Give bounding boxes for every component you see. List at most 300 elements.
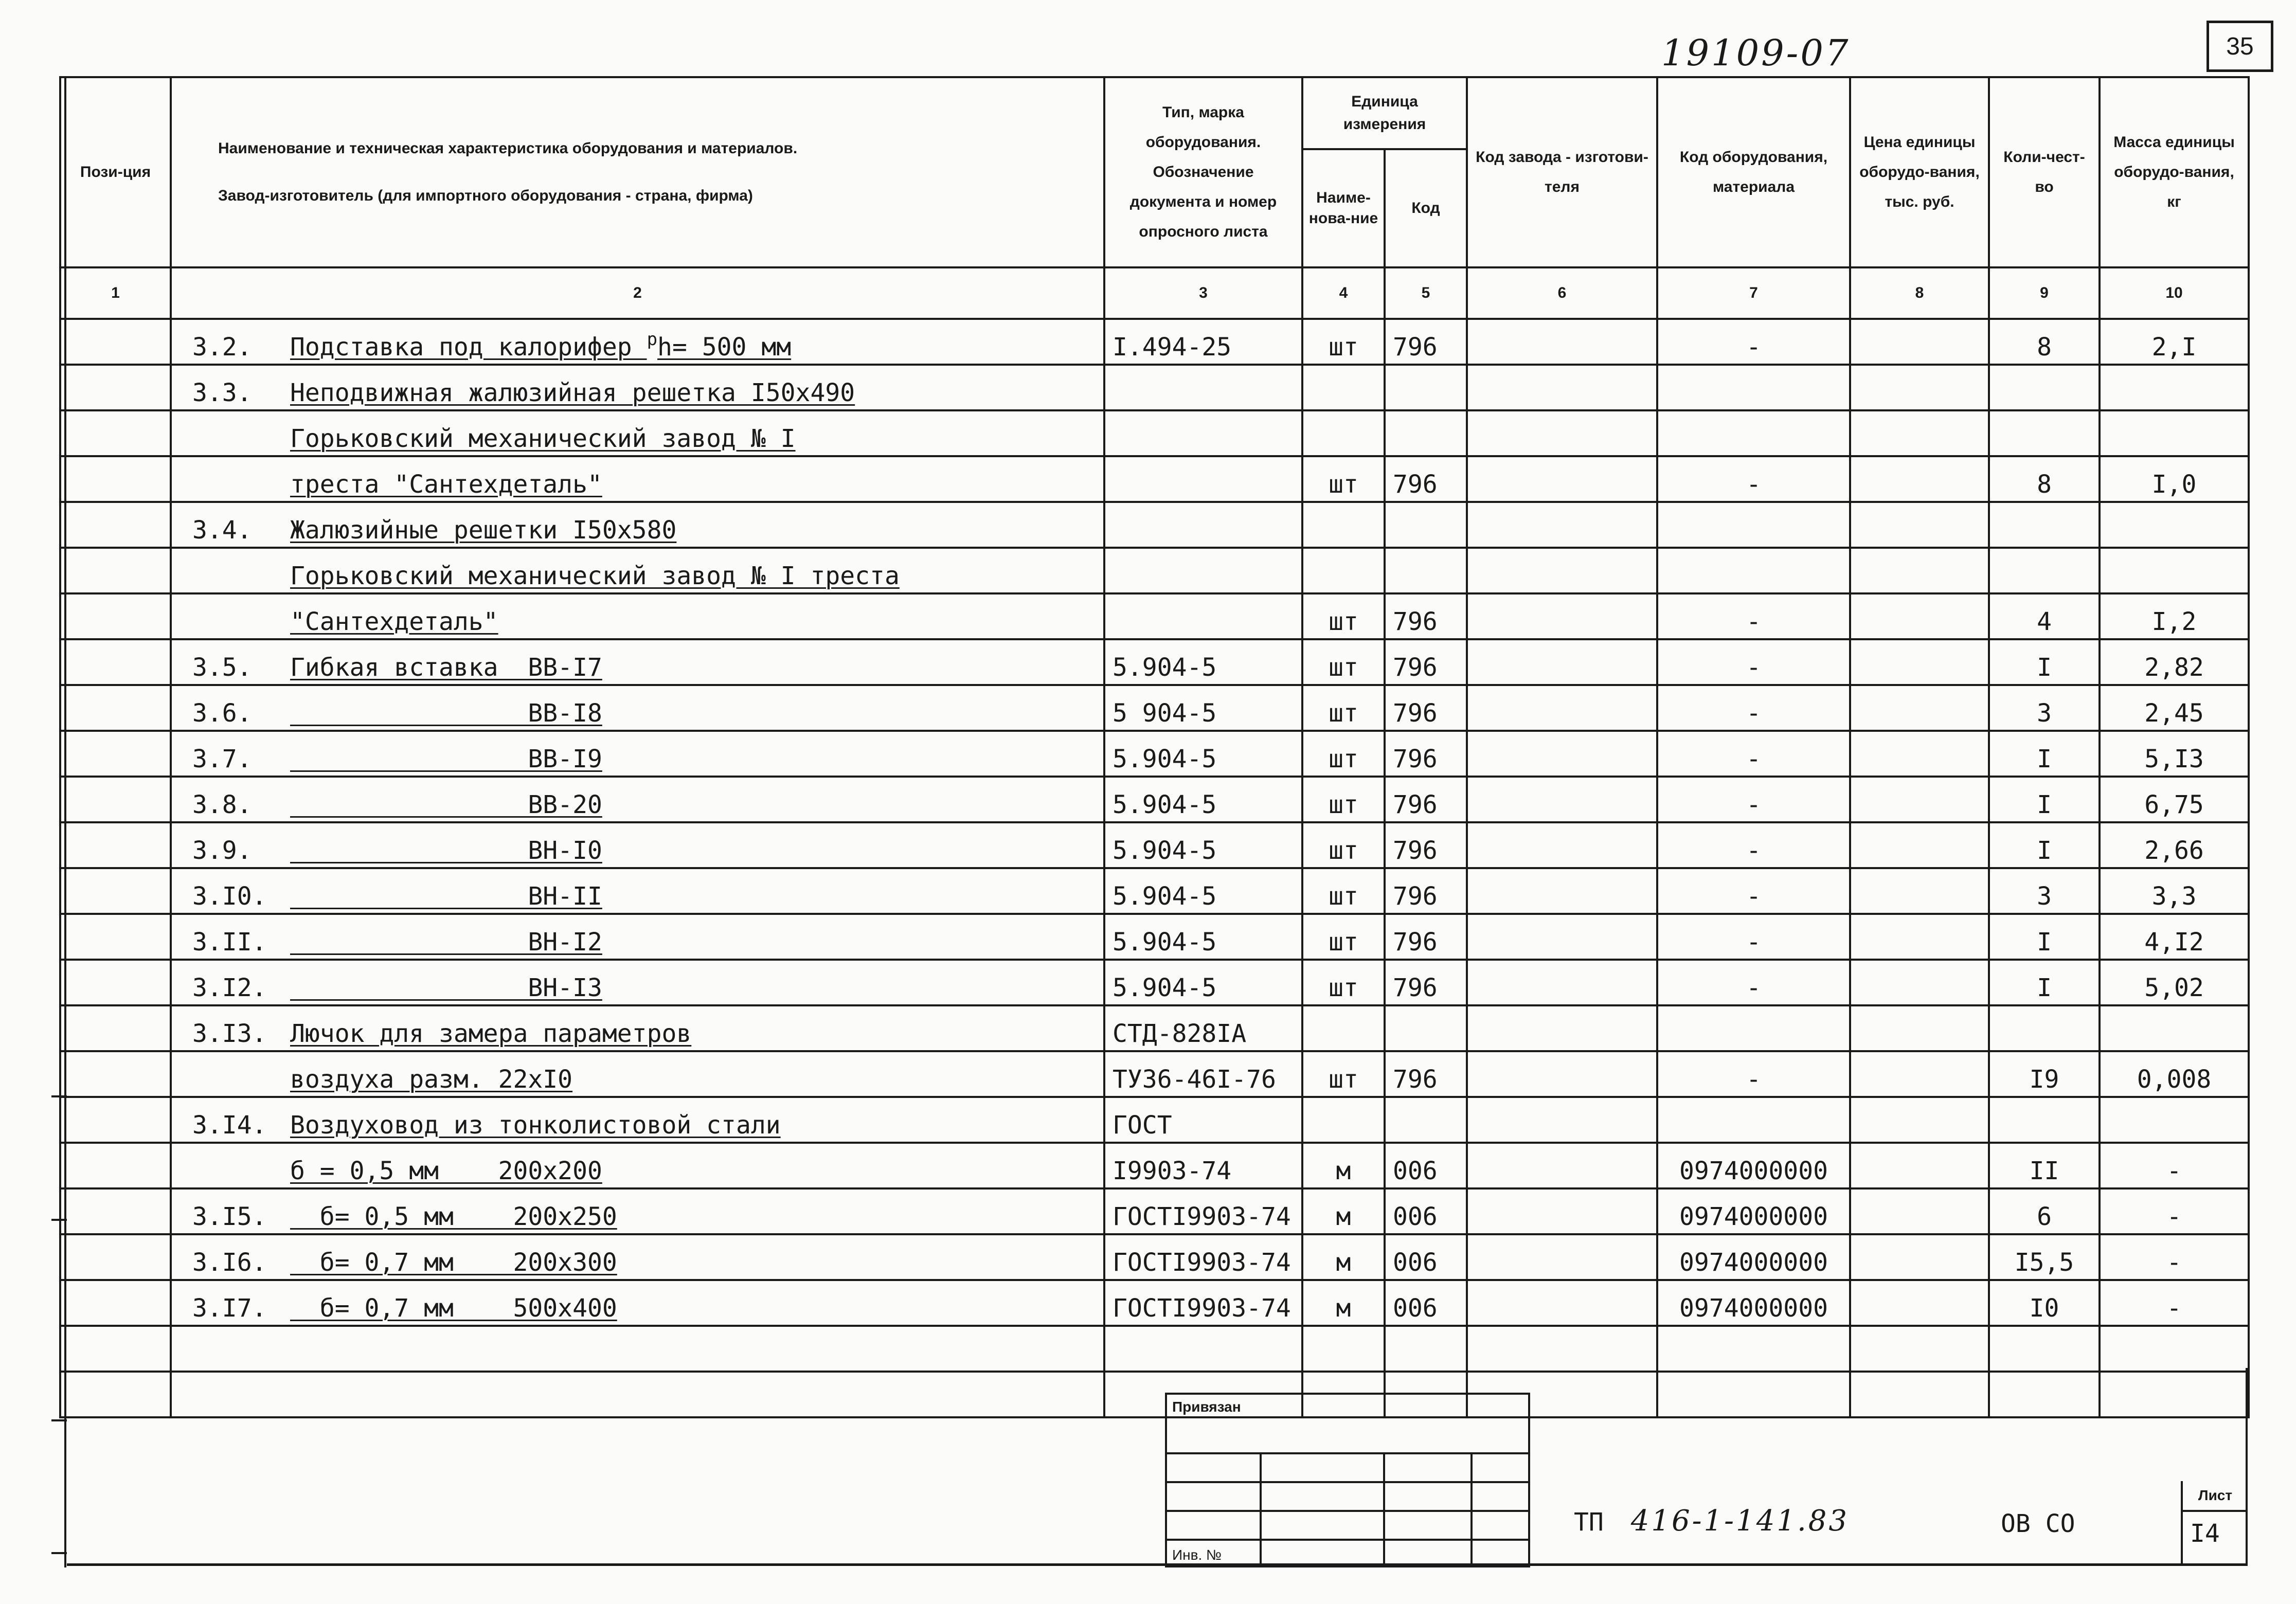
row-type: I9903-74 [1104,1143,1302,1188]
row-unit-name: шт [1302,868,1385,914]
row-price [1850,1097,1989,1143]
row-item-text: б= 0,7 мм 200x300 [290,1248,617,1277]
row-quantity [1989,410,2100,456]
row-unit-name [1302,548,1385,593]
row-unit-code [1385,410,1467,456]
row-mass: 5,02 [2100,960,2249,1005]
table-row [60,822,2249,868]
row-name [171,1234,1104,1280]
page-number: 35 [2207,21,2273,72]
row-item-text: Подставка под калорифер [290,333,647,362]
column-number: 3 [1104,267,1302,319]
row-mass: I,2 [2100,593,2249,639]
row-price [1850,410,1989,456]
row-factory-code [1467,1143,1657,1188]
row-name [171,1051,1104,1097]
row-price [1850,593,1989,639]
row-quantity [1989,1372,2100,1417]
row-position [60,639,171,685]
margin-tick [51,1419,67,1421]
row-unit-name [1302,1005,1385,1051]
row-mass [2100,1326,2249,1372]
row-unit-code [1385,1097,1467,1143]
row-name [171,456,1104,502]
row-quantity: 4 [1989,593,2100,639]
row-type: СТД-828IА [1104,1005,1302,1051]
row-item-text: ВН-I0 [290,836,602,865]
table-row [60,1005,2249,1051]
row-price [1850,548,1989,593]
row-factory-code [1467,1326,1657,1372]
header-price: Цена единицы оборудо-вания, тыс. руб. [1850,77,1989,267]
row-type [1104,548,1302,593]
row-mass: 6,75 [2100,777,2249,822]
row-unit-code: 796 [1385,685,1467,731]
row-price [1850,1143,1989,1188]
sheet-number-box [2181,1481,2248,1563]
column-number: 6 [1467,267,1657,319]
row-type: 5 904-5 [1104,685,1302,731]
row-price [1850,960,1989,1005]
row-item-number: 3.8. [192,790,252,819]
table-row [60,1051,2249,1097]
row-price [1850,502,1989,548]
row-name [171,502,1104,548]
row-equipment-code: - [1657,868,1850,914]
row-mass [2100,1005,2249,1051]
row-price [1850,777,1989,822]
row-mass: 2,45 [2100,685,2249,731]
column-number: 10 [2100,267,2249,319]
row-name [171,1005,1104,1051]
row-position [60,1051,171,1097]
row-name [171,822,1104,868]
header-unit-name: Наиме-нова-ние [1302,149,1385,267]
row-type [1104,1326,1302,1372]
header-name-line2: Завод-изготовитель (для импортного оборудования - страна, фирма) [218,187,753,204]
row-name [171,1326,1104,1372]
row-unit-code [1385,1326,1467,1372]
row-unit-name: шт [1302,960,1385,1005]
row-item-text: Воздуховод из тонколистовой стали [290,1111,781,1140]
row-factory-code [1467,960,1657,1005]
row-equipment-code [1657,1005,1850,1051]
row-equipment-code: 0974000000 [1657,1234,1850,1280]
row-mass: - [2100,1143,2249,1188]
row-name [171,593,1104,639]
row-quantity [1989,548,2100,593]
table-row [60,639,2249,685]
row-position [60,548,171,593]
row-position [60,502,171,548]
row-mass: - [2100,1234,2249,1280]
column-number: 8 [1850,267,1989,319]
row-factory-code [1467,502,1657,548]
row-equipment-code: - [1657,639,1850,685]
table-row [60,960,2249,1005]
row-mass: 5,I3 [2100,731,2249,777]
row-equipment-code: - [1657,914,1850,960]
row-item-text: б= 0,7 мм 500x400 [290,1294,617,1323]
row-position [60,1097,171,1143]
row-quantity: I [1989,822,2100,868]
row-price [1850,1280,1989,1326]
row-unit-name: м [1302,1234,1385,1280]
row-name [171,639,1104,685]
row-quantity: I [1989,960,2100,1005]
row-unit-name: шт [1302,731,1385,777]
table-row [60,1372,2249,1417]
row-mass [2100,1372,2249,1417]
row-factory-code [1467,822,1657,868]
row-unit-name [1302,365,1385,410]
section-code: ОВ СО [2001,1509,2075,1538]
row-price [1850,365,1989,410]
row-item-text: "Сантехдеталь" [290,607,498,636]
table-row [60,593,2249,639]
row-name [171,365,1104,410]
row-type: 5.904-5 [1104,822,1302,868]
row-mass: - [2100,1280,2249,1326]
row-equipment-code [1657,1097,1850,1143]
row-unit-name: шт [1302,777,1385,822]
row-quantity: I0 [1989,1280,2100,1326]
sheet-label: Лист [2183,1481,2248,1512]
row-type: 5.904-5 [1104,868,1302,914]
row-mass: 2,66 [2100,822,2249,868]
row-item-number: 3.II. [192,928,267,957]
row-item-number: 3.I4. [192,1111,267,1140]
row-type: ТУ36-46I-76 [1104,1051,1302,1097]
row-type: 5.904-5 [1104,914,1302,960]
row-factory-code [1467,1051,1657,1097]
row-unit-code: 006 [1385,1280,1467,1326]
row-unit-code: 796 [1385,960,1467,1005]
row-price [1850,639,1989,685]
row-type: 5.904-5 [1104,731,1302,777]
row-price [1850,1372,1989,1417]
row-position [60,822,171,868]
row-item-number: 3.9. [192,836,252,865]
table-row [60,365,2249,410]
header-name-line1: Наименование и техническая характеристика оборудования и материалов. [218,140,798,157]
table-row [60,1326,2249,1372]
table-row [60,777,2249,822]
approval-stamp [1165,1393,1530,1567]
table-row [60,548,2249,593]
column-number: 4 [1302,267,1385,319]
row-equipment-code: - [1657,593,1850,639]
table-row [60,502,2249,548]
stamp-line [1167,1539,1528,1541]
row-equipment-code: - [1657,731,1850,777]
document-number: 19109-07 [1661,32,1851,74]
row-equipment-code: - [1657,319,1850,365]
row-unit-code: 796 [1385,1051,1467,1097]
row-unit-name: шт [1302,639,1385,685]
row-position [60,1005,171,1051]
row-equipment-code [1657,1326,1850,1372]
row-item-text: ВН-II [290,882,602,911]
row-quantity: I [1989,639,2100,685]
row-unit-name: м [1302,1188,1385,1234]
row-equipment-code [1657,365,1850,410]
row-equipment-code [1657,410,1850,456]
row-unit-name: шт [1302,1051,1385,1097]
row-unit-code [1385,502,1467,548]
row-unit-name [1302,1326,1385,1372]
row-unit-code: 006 [1385,1234,1467,1280]
table-row [60,731,2249,777]
header-unit-code: Код [1385,149,1467,267]
row-factory-code [1467,1188,1657,1234]
stamp-line [1167,1510,1528,1512]
row-item-text: ВН-I2 [290,928,602,957]
row-unit-name [1302,410,1385,456]
row-factory-code [1467,639,1657,685]
row-quantity: I9 [1989,1051,2100,1097]
row-type: 5.904-5 [1104,777,1302,822]
row-item-number: 3.I0. [192,882,267,911]
project-prefix: ТП [1574,1508,1604,1537]
row-name [171,685,1104,731]
row-equipment-code: 0974000000 [1657,1280,1850,1326]
row-unit-name [1302,502,1385,548]
sheet-number: I4 [2190,1519,2220,1548]
row-quantity: 8 [1989,319,2100,365]
header-type: Тип, марка оборудования. Обозначение документа и номер опросного листа [1104,77,1302,267]
row-position [60,777,171,822]
column-number: 7 [1657,267,1850,319]
row-price [1850,822,1989,868]
row-unit-name: шт [1302,319,1385,365]
row-position [60,319,171,365]
row-name [171,1280,1104,1326]
row-unit-code: 006 [1385,1188,1467,1234]
row-unit-name: м [1302,1143,1385,1188]
column-number: 2 [171,267,1104,319]
row-position [60,410,171,456]
row-item-number: 3.4. [192,516,252,545]
row-price [1850,1005,1989,1051]
table-row [60,1188,2249,1234]
row-mass [2100,1097,2249,1143]
row-type [1104,502,1302,548]
stamp-line [1167,1452,1528,1454]
row-mass: 2,I [2100,319,2249,365]
row-unit-code: 796 [1385,868,1467,914]
row-quantity: I5,5 [1989,1234,2100,1280]
row-position [60,1234,171,1280]
row-type [1104,593,1302,639]
stamp-line [1383,1452,1385,1565]
row-item-text: воздуха разм. 22xI0 [290,1065,573,1094]
row-item-number: 3.I2. [192,974,267,1002]
row-type [1104,365,1302,410]
row-quantity [1989,1326,2100,1372]
row-item-text-tail: h= 500 мм [657,333,792,362]
row-quantity [1989,502,2100,548]
row-item-text: ВВ-I9 [290,745,602,773]
row-equipment-code: - [1657,456,1850,502]
header-name [171,77,1104,267]
row-position [60,593,171,639]
table-row [60,1280,2249,1326]
stamp-line [1470,1452,1473,1565]
header-quantity: Коли-чест-во [1989,77,2100,267]
row-position [60,914,171,960]
row-equipment-code: - [1657,1051,1850,1097]
row-unit-code: 796 [1385,456,1467,502]
row-unit-code: 796 [1385,731,1467,777]
row-type: ГОСТ [1104,1097,1302,1143]
row-price [1850,1234,1989,1280]
header-unit-group: Единица измерения [1302,77,1467,149]
row-quantity: 3 [1989,685,2100,731]
row-name [171,1188,1104,1234]
row-name [171,548,1104,593]
column-number-row [60,267,2249,319]
row-equipment-code: - [1657,822,1850,868]
row-unit-code: 796 [1385,593,1467,639]
header-mass: Масса единицы оборудо-вания, кг [2100,77,2249,267]
row-name [171,410,1104,456]
row-quantity: 6 [1989,1188,2100,1234]
row-factory-code [1467,410,1657,456]
row-unit-name: шт [1302,685,1385,731]
row-price [1850,914,1989,960]
row-mass [2100,410,2249,456]
row-quantity: I [1989,914,2100,960]
table-row [60,456,2249,502]
row-unit-code: 796 [1385,777,1467,822]
row-name [171,319,1104,365]
specification-table [59,76,2250,1418]
row-item-text: треста "Сантехдеталь" [290,470,602,499]
table-row [60,685,2249,731]
row-position [60,365,171,410]
project-designation [1574,1504,1849,1538]
table-row [60,868,2249,914]
row-equipment-code: - [1657,685,1850,731]
row-name [171,1143,1104,1188]
stamp-linked-label: Привязан [1172,1399,1241,1415]
row-unit-name [1302,1097,1385,1143]
row-unit-code [1385,365,1467,410]
project-number: 416-1-141.83 [1630,1504,1850,1538]
row-factory-code [1467,777,1657,822]
row-type: I.494-25 [1104,319,1302,365]
frame-bottom-line [67,1563,2248,1566]
row-type [1104,410,1302,456]
row-factory-code [1467,1097,1657,1143]
row-mass: I,0 [2100,456,2249,502]
row-item-text: б = 0,5 мм 200x200 [290,1157,602,1185]
row-item-number: 3.7. [192,745,252,773]
row-type: ГОСТI9903-74 [1104,1188,1302,1234]
row-unit-name: шт [1302,914,1385,960]
row-quantity [1989,1097,2100,1143]
table-row [60,410,2249,456]
row-position [60,1280,171,1326]
row-item-text: Гибкая вставка ВВ-I7 [290,653,602,682]
row-unit-code [1385,1005,1467,1051]
row-item-text: ВВ-20 [290,790,602,819]
row-factory-code [1467,1234,1657,1280]
row-item-text: Лючок для замера параметров [290,1019,692,1048]
row-equipment-code [1657,548,1850,593]
row-name [171,1097,1104,1143]
column-number: 1 [60,267,171,319]
row-price [1850,685,1989,731]
row-quantity: I [1989,731,2100,777]
row-item-text: Жалюзийные решетки I50x580 [290,516,677,545]
row-factory-code [1467,914,1657,960]
margin-tick [51,1552,67,1554]
row-item-superscript: р [647,329,658,350]
row-factory-code [1467,548,1657,593]
row-factory-code [1467,731,1657,777]
row-position [60,960,171,1005]
header-equipment-code: Код оборудования, материала [1657,77,1850,267]
row-quantity [1989,1005,2100,1051]
row-unit-name: шт [1302,593,1385,639]
row-type: 5.904-5 [1104,960,1302,1005]
column-number: 5 [1385,267,1467,319]
row-price [1850,456,1989,502]
row-price [1850,1188,1989,1234]
row-factory-code [1467,685,1657,731]
row-unit-code: 796 [1385,914,1467,960]
row-type: ГОСТI9903-74 [1104,1280,1302,1326]
table-row [60,1097,2249,1143]
row-name [171,914,1104,960]
row-factory-code [1467,1005,1657,1051]
row-item-number: 3.2. [192,333,252,362]
row-item-number: 3.I6. [192,1248,267,1277]
row-equipment-code: 0974000000 [1657,1188,1850,1234]
row-item-text: Неподвижная жалюзийная решетка I50x490 [290,379,855,407]
row-factory-code [1467,593,1657,639]
row-quantity: II [1989,1143,2100,1188]
row-quantity: 3 [1989,868,2100,914]
stamp-line [1167,1481,1528,1483]
row-position [60,731,171,777]
row-price [1850,868,1989,914]
row-position [60,1143,171,1188]
row-unit-code: 796 [1385,639,1467,685]
row-type: ГОСТI9903-74 [1104,1234,1302,1280]
row-factory-code [1467,365,1657,410]
row-name [171,1372,1104,1417]
row-mass: 4,I2 [2100,914,2249,960]
row-item-text: б= 0,5 мм 200x250 [290,1202,617,1231]
row-unit-name: м [1302,1280,1385,1326]
row-name [171,731,1104,777]
row-item-text: ВВ-I8 [290,699,602,728]
row-item-number: 3.I7. [192,1294,267,1323]
row-name [171,868,1104,914]
row-price [1850,731,1989,777]
row-unit-name: шт [1302,822,1385,868]
row-factory-code [1467,868,1657,914]
row-equipment-code: - [1657,777,1850,822]
row-factory-code [1467,1280,1657,1326]
table-row [60,1234,2249,1280]
row-mass: 3,3 [2100,868,2249,914]
row-factory-code [1467,456,1657,502]
row-quantity: I [1989,777,2100,822]
